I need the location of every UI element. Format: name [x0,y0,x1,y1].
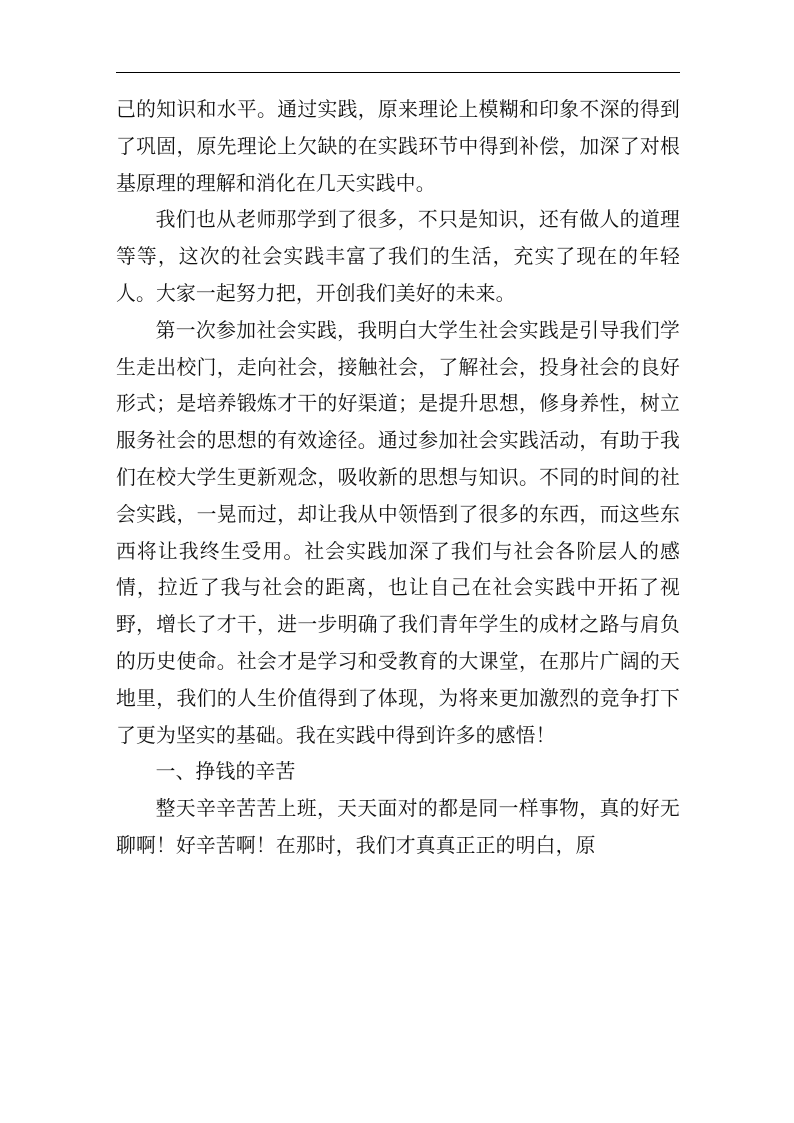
section-heading-earning-hardship: 一、挣钱的辛苦 [155,760,296,784]
paragraph-teacher-learning: 我们也从老师那学到了很多，不只是知识，还有做人的道理等等，这次的社会实践丰富了我们的生活，充实了现在的年轻人。大家一起努力把，开创我们美好的未来。 [116,208,680,305]
header-rule [116,72,680,73]
paragraph-daily-work: 整天辛辛苦苦上班，天天面对的都是同一样事物，真的好无聊啊！好辛苦啊！在那时，我们才真真正正的明白，原 [116,797,680,857]
paragraph-first-practice: 第一次参加社会实践，我明白大学生社会实践是引导我们学生走出校门，走向社会，接触社会，了解社会，投身社会的良好形式；是培养锻炼才干的好渠道；是提升思想，修身养性，树立服务社会的思想的有效途径。通过参加社会实践活动，有助于我们在校大学生更新观念，吸收新的思想与知识。不同的时间的社会实践，一晃而过，却让我从中领悟到了很多的东西，而这些东西将让我终生受用。社会实践加深了我们与社会各阶层人的感情，拉近了我与社会的距离，也让自己在社会实践中开拓了视野，增长了才干，进一步明确了我们青年学生的成材之路与肩负的历史使命。社会才是学习和受教育的大课堂，在那片广阔的天地里，我们的人生价值得到了体现，为将来更加激烈的竞争打下了更为坚实的基础。我在实践中得到许多的感悟！ [116,318,680,747]
paragraph-continuation: 己的知识和水平。通过实践，原来理论上模糊和印象不深的得到了巩固，原先理论上欠缺的在实践环节中得到补偿，加深了对根基原理的理解和消化在几天实践中。 [116,98,680,195]
document-body [116,92,680,865]
